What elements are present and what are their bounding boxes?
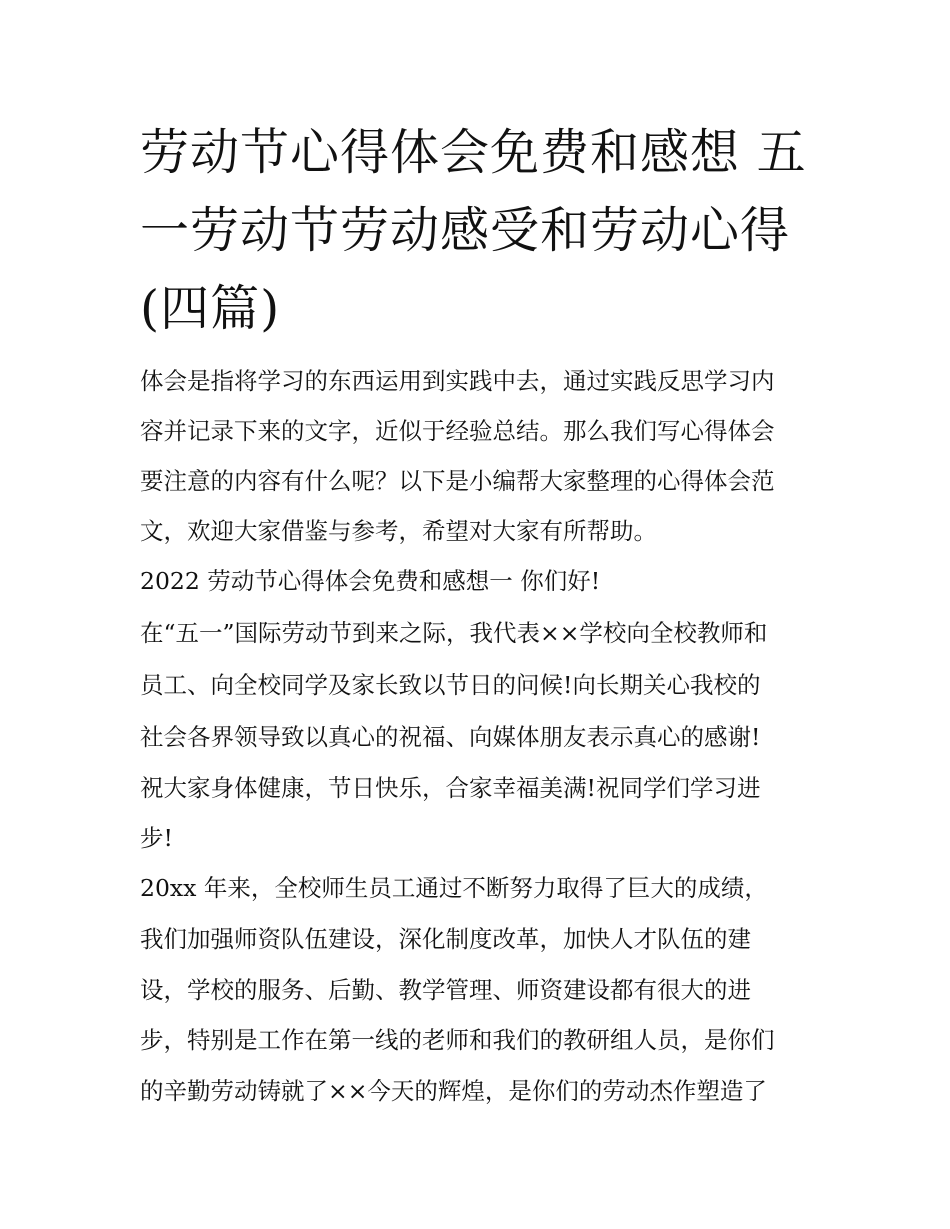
body-line: 容并记录下来的文字，近似于经验总结。那么我们写心得体会 (140, 417, 775, 445)
body-line: 要注意的内容有什么呢？以下是小编帮大家整理的心得体会范 (140, 467, 775, 495)
body-line: 祝大家身体健康，节日快乐，合家幸福美满!祝同学们学习进 (140, 774, 761, 802)
body-line: 的辛勤劳动铸就了××今天的辉煌，是你们的劳动杰作塑造了 (140, 1077, 767, 1105)
body-line: 我们加强师资队伍建设，深化制度改革，加快人才队伍的建 (140, 925, 751, 953)
body-line: 20xx 年来，全校师生员工通过不断努力取得了巨大的成绩， (140, 874, 768, 902)
body-line: 在“五一”国际劳动节到来之际，我代表××学校向全校教师和 (140, 619, 768, 647)
body-line: 步! (140, 824, 173, 852)
body-line: 步，特别是工作在第一线的老师和我们的教研组人员，是你们 (140, 1026, 775, 1054)
body-line: 文，欢迎大家借鉴与参考，希望对大家有所帮助。 (140, 517, 657, 545)
body-line: 设，学校的服务、后勤、教学管理、师资建设都有很大的进 (140, 976, 751, 1004)
document-title: 劳动节心得体会免费和感想 五一劳动节劳动感受和劳动心得(四篇) (140, 124, 807, 337)
body-line: 体会是指将学习的东西运用到实践中去，通过实践反思学习内 (140, 367, 775, 395)
section-heading: 2022 劳动节心得体会免费和感想一 你们好! (140, 567, 601, 595)
body-line: 员工、向全校同学及家长致以节日的问候!向长期关心我校的 (140, 671, 761, 699)
body-line: 社会各界领导致以真心的祝福、向媒体朋友表示真心的感谢! (140, 723, 761, 751)
